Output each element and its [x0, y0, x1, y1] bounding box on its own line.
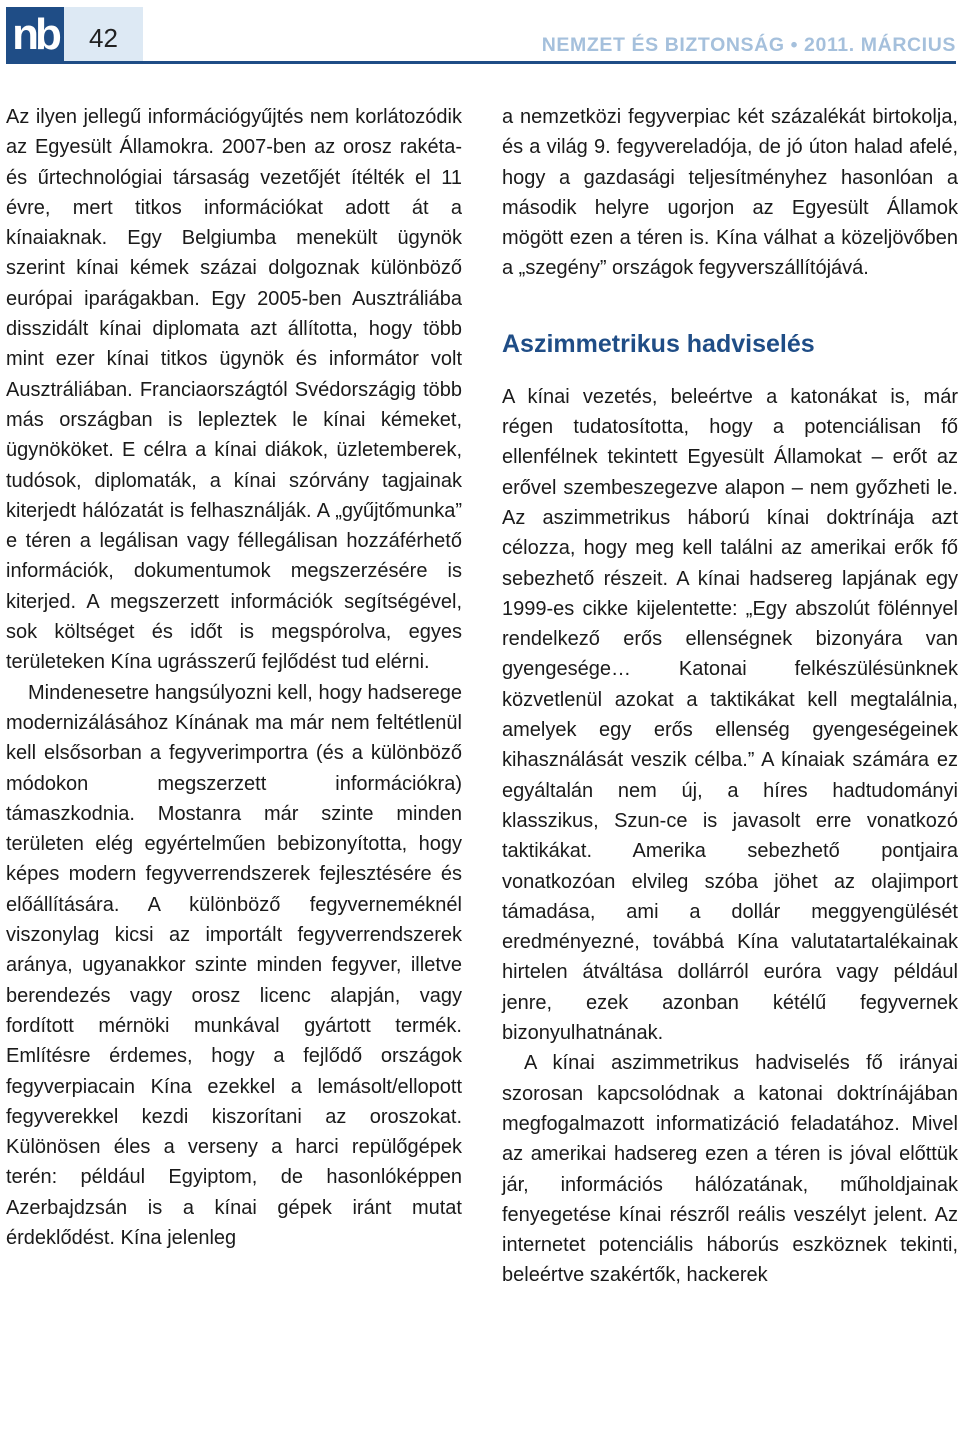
left-paragraph-1: Az ilyen jellegű információgyűjtés nem korlátozódik az Egyesült Államokra. 2007-ben az orosz rakéta- és űrtechnológiai társaság vezetőjét ítélték el 11 évre, mert titkos információkat adott át a kínaiaknak. Egy Belgiumba menekült ügynök szerint kínai kémek százai dolgoznak különböző európai iparágakban. Egy 2005-ben Ausztráliába disszidált kínai diplomata azt állította, hogy több mint ezer kínai titkos ügynök és informátor volt Ausztráliában. Franciaországtól Svédországig több más országban is lepleztek le kínai kémeket, ügynököket. E célra a kínai diákok, üzletemberek, tudósok, diplomaták, a kínai szórvány tagjainak kiterjedt hálózatát is felhasználják. A „gyűjtőmunka” e téren a legálisan vagy féllegálisan hozzáférhető információk, dokumentumok megszerzésére is kiterjed. A megszerzett információk segítségével, sok költséget és időt is megspórolva, egyes területeken Kína ugrásszerű fejlődést tud elérni.	[6, 106, 462, 674]
logo-text: nb	[12, 10, 58, 59]
page-number: 42	[89, 23, 118, 53]
left-paragraph-2: Mindenesetre hangsúlyozni kell, hogy hadserege modernizálásához Kínának ma már nem feltétlenül kell elsősorban a fegyverimportra (és a különböző módokon megszerzett információkra) támaszkodnia. Mostanra már szinte minden területen elég egyértelműen bebizonyította, hogy képes modern fegyverrendszerek fejlesztésére és előállítására. A különböző fegyverneméknél viszonylag kicsi az importált fegyverrendszerek aránya, ugyanakkor szinte minden fegyver, illetve berendezés vagy orosz licenc alapján, vagy fordított mérnöki munkával gyártott termék. Említésre érdemes, hogy a fejlődő országok fegyverpiacain Kína ezekkel a lemásolt/ellopott fegyverekkel kezdi kiszorítani az oroszokat. Különösen éles a verseny a harci repülőgépek terén: például Egyiptom, de hasonlóképpen Azerbajdzsán is a kínai gépek iránt mutat érdeklődést. Kína jelenleg	[6, 681, 462, 1249]
page-header	[0, 0, 960, 62]
right-paragraph-1: a nemzetközi fegyverpiac két százalékát birtokolja, és a világ 9. fegyvereladója, de jó úton halad afelé, hogy a gazdasági teljesítményhez hasonlóan a második helyre ugorjon az Egyesült Államok mögött ezen a téren is. Kína válhat a közeljövőben a „szegény” országok fegyverszállítójává.	[502, 106, 958, 280]
right-paragraph-3: A kínai aszimmetrikus hadviselés fő irányai szorosan kapcsolódnak a katonai doktrínájában megfogalmazott informatizáció feladatához. Mivel az amerikai hadsereg ezen a téren is jóval előttük jár, információs hálózatának, műholdjainak fenyegetése kínai részről reális veszélyt jelent. Az internetet potenciális háborús eszköznek tekinti, beleértve szakértők, hackerek	[502, 1052, 958, 1287]
right-paragraph-2: A kínai vezetés, beleértve a katonákat is, már régen tudatosította, hogy a potenciálisan fő ellenfélnek tekintett Egyesült Államokat – erőt az erővel szembeszegezve alapon – nem győzheti le. Az aszimmetrikus háború kínai doktrínája azt célozza, hogy meg kell találni az amerikai erők fő sebezhető részeit. A kínai hadsereg lapjának egy 1999-es cikke kijelentette: „Egy abszolút fölénnyel rendelkező erős ellenségnek bizonyára van gyengesége… Katonai felkészülésünknek közvetlenül azokat a taktikákat kell megtalálnia, amelyek egy erős ellenség gyengeségeinek kihasználását veszik célba.” A kínaiak számára ez egyáltalán nem új, a híres hadtudományi klasszikus, Szun-ce is javasolt erre vonatkozó taktikákat. Amerika sebezhető pontjaira vonatkozóan elvileg szóba jöhet az olajimport támadása, ami a dollár meggyengülését eredményezné, továbbá Kína valutatartalékainak hirtelen átváltása dollárról euróra vagy például jenre, ezek azonban kétélű fegyvernek bizonyulhatnának.	[502, 385, 958, 1045]
right-column	[502, 102, 958, 1291]
header-rule	[6, 61, 956, 64]
running-title: NEMZET ÉS BIZTONSÁG • 2011. MÁRCIUS	[541, 34, 956, 56]
page-number-box	[64, 7, 143, 62]
section-heading: Aszimmetrikus hadviselés	[502, 329, 815, 358]
left-column	[6, 102, 462, 1253]
magazine-logo	[6, 7, 64, 62]
